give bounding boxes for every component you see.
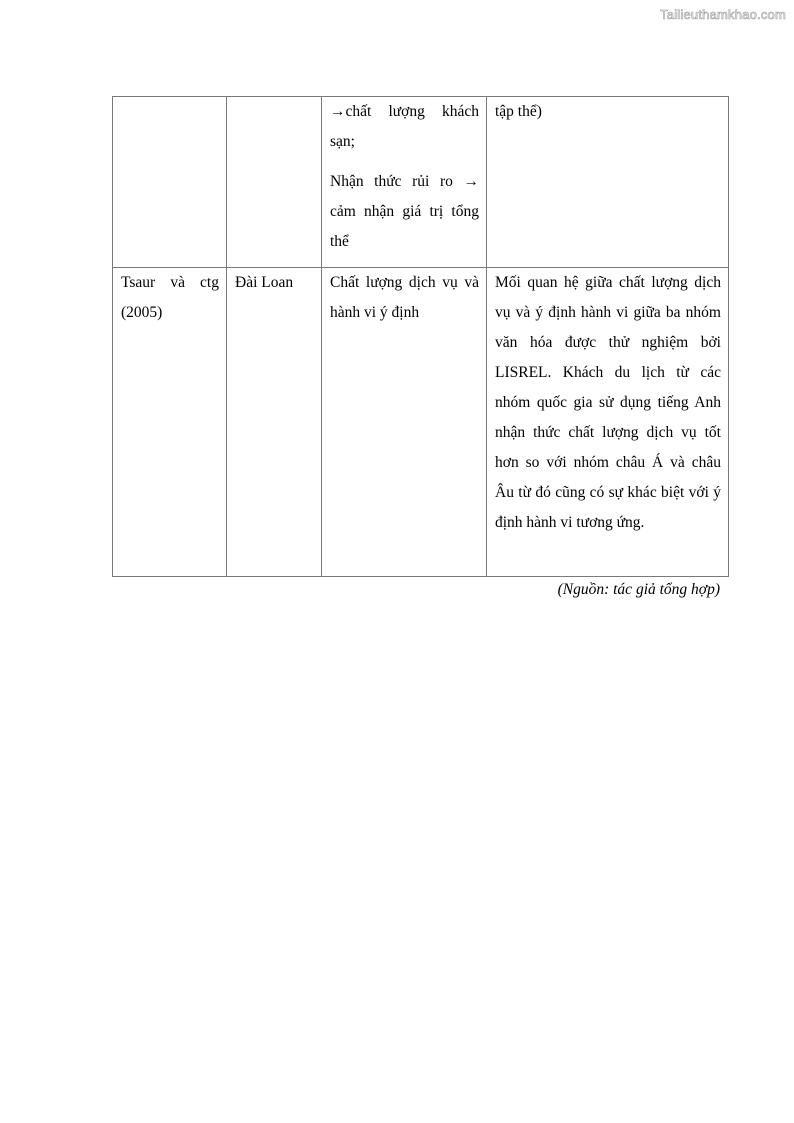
author-cell: Tsaur và ctg (2005): [113, 268, 227, 577]
literature-table: [112, 96, 729, 577]
country-cell: Đài Loan: [227, 268, 322, 577]
factor-line: Nhận thức rủi ro → cảm nhận giá trị tổng thể: [330, 173, 479, 250]
table-row: [113, 268, 729, 577]
factors-cell: [322, 97, 487, 268]
table-row: [113, 97, 729, 268]
factor-line: →chất lượng khách sạn;: [330, 103, 479, 150]
author-cell: [113, 97, 227, 268]
watermark: Tailieuthamkhao.com: [660, 7, 786, 22]
result-cell: tập thể): [487, 97, 729, 268]
factor-line: Chất lượng dịch vụ và hành vi ý định: [330, 274, 479, 321]
factors-cell: [322, 268, 487, 577]
result-cell: Mối quan hệ giữa chất lượng dịch vụ và ý định hành vi giữa ba nhóm văn hóa được thử nghiệm bởi LISREL. Khách du lịch từ các nhóm quốc gia sử dụng tiếng Anh nhận thức chất lượng dịch vụ tốt hơn so với nhóm châu Á và châu Âu từ đó cũng có sự khác biệt với ý định hành vi tương ứng.: [487, 268, 729, 577]
country-cell: [227, 97, 322, 268]
source-note: (Nguồn: tác giả tổng hợp): [557, 581, 720, 598]
